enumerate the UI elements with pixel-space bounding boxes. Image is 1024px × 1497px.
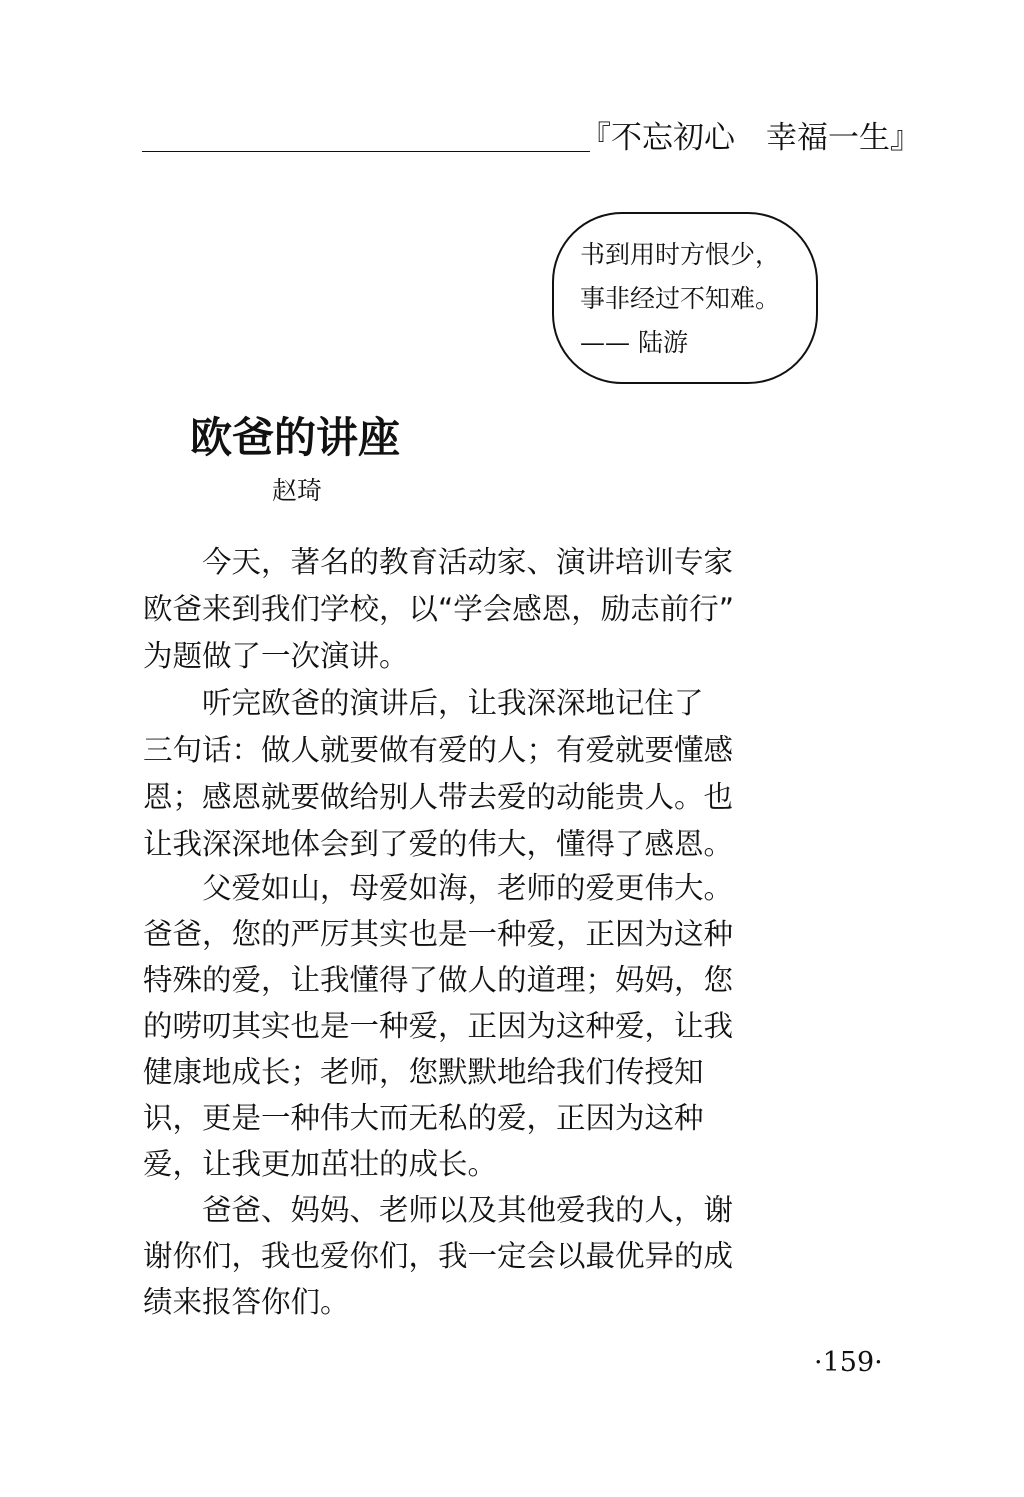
body-line: 三句话：做人就要做有爱的人；有爱就要懂感 — [143, 733, 734, 767]
body-line: 爸爸，您的严厉其实也是一种爱，正因为这种 — [143, 917, 734, 951]
body-line: 爱，让我更加茁壮的成长。 — [143, 1147, 498, 1181]
article-title: 欧爸的讲座 — [190, 413, 401, 462]
body-line: 健康地成长；老师，您默默地给我们传授知 — [143, 1055, 704, 1089]
body-line: 谢你们，我也爱你们，我一定会以最优异的成 — [143, 1239, 734, 1273]
body-line: 识，更是一种伟大而无私的爱，正因为这种 — [143, 1101, 704, 1135]
body-line: 恩；感恩就要做给别人带去爱的动能贵人。也 — [143, 780, 734, 814]
body-line: 让我深深地体会到了爱的伟大，懂得了感恩。 — [143, 827, 734, 861]
body-line: 为题做了一次演讲。 — [143, 639, 409, 673]
body-line: 欧爸来到我们学校，以“学会感恩，励志前行” — [143, 592, 735, 626]
article-author: 赵琦 — [272, 476, 323, 505]
body-line: 爸爸、妈妈、老师以及其他爱我的人，谢 — [202, 1193, 734, 1227]
body-line: 父爱如山，母爱如海，老师的爱更伟大。 — [202, 871, 734, 905]
quote-line-1: 书到用时方恨少， — [580, 240, 781, 269]
body-line: 的唠叨其实也是一种爱，正因为这种爱，让我 — [143, 1009, 734, 1043]
quote-attribution: —— 陆游 — [580, 328, 688, 357]
body-line: 听完欧爸的演讲后，让我深深地记住了 — [202, 686, 704, 720]
header-rule — [142, 151, 590, 152]
running-title: 『不忘初心 幸福一生』 — [580, 120, 921, 156]
page-number: ·159· — [814, 1347, 883, 1378]
body-line: 特殊的爱，让我懂得了做人的道理；妈妈，您 — [143, 963, 734, 997]
body-line: 今天，著名的教育活动家、演讲培训专家 — [202, 545, 734, 579]
body-line: 绩来报答你们。 — [143, 1285, 350, 1319]
quote-line-2: 事非经过不知难。 — [580, 284, 781, 313]
